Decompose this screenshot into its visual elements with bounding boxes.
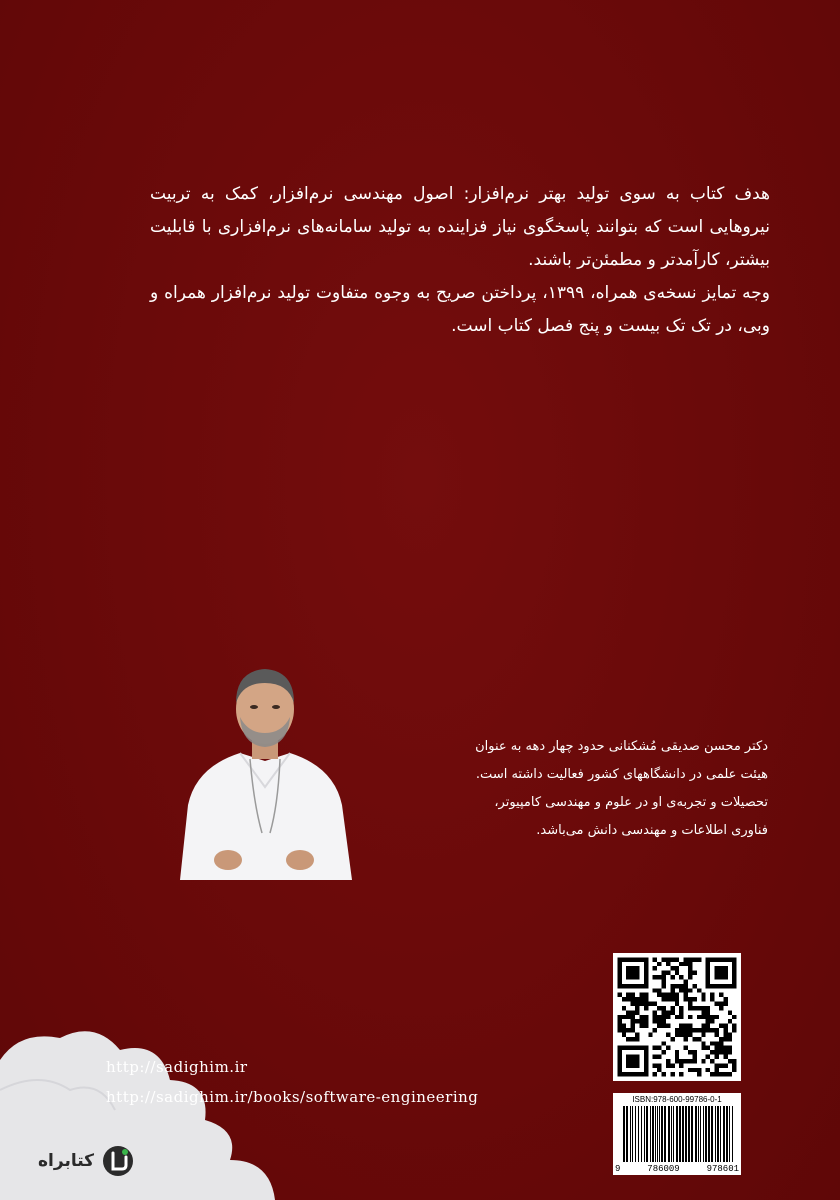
publisher-logo-text: کتابراه (38, 1151, 95, 1171)
book-page-link[interactable]: http://sadighim.ir/books/software-engineering (106, 1088, 479, 1106)
author-bio-line-2: هیئت علمی در دانشگاههای کشور فعالیت داشته است. (475, 767, 768, 782)
author-photo (170, 655, 360, 880)
author-bio-line-1: دکتر محسن صدیقی مُشکنانی حدود چهار دهه به عنوان (475, 739, 768, 754)
isbn-label: ISBN:978-600-99786-0-1 (632, 1095, 722, 1104)
publisher-logo[interactable] (38, 1146, 134, 1176)
barcode-bars (613, 1093, 741, 1175)
author-bio (368, 733, 768, 845)
isbn-digits (615, 1164, 739, 1174)
isbn-digits-right: 978601 (706, 1164, 739, 1174)
website-link[interactable]: http://sadighim.ir (106, 1058, 248, 1076)
ketabrah-logo-icon (102, 1145, 134, 1177)
isbn-digits-left: 786009 (647, 1164, 680, 1174)
isbn-digit-prefix: 9 (615, 1164, 621, 1174)
qr-code[interactable] (613, 953, 741, 1081)
author-bio-line-4: فناوری اطلاعات و مهندسی دانش می‌باشد. (536, 823, 768, 838)
description-paragraph-1: هدف کتاب به سوی تولید بهتر نرم‌افزار: اصول مهندسی نرم‌افزار، کمک به تربیت نیروهایی است که بتوانند پاسخگوی نیاز فزاینده به تولید سامانه‌های نرم‌افزاری با قابلیت بیشتر، کارآمدتر و مطمئن‌تر باشند. (150, 184, 770, 270)
isbn-barcode (613, 1093, 741, 1175)
author-bio-line-3: تحصیلات و تجربه‌ی او در علوم و مهندسی کامپیوتر، (494, 795, 768, 810)
description-paragraph-2: وجه تمایز نسخه‌ی همراه، ۱۳۹۹، پرداختن صریح به وجوه متفاوت تولید نرم‌افزار همراه و وبی، در تک تک بیست و پنج فصل کتاب است. (150, 283, 770, 336)
book-description (150, 178, 770, 343)
